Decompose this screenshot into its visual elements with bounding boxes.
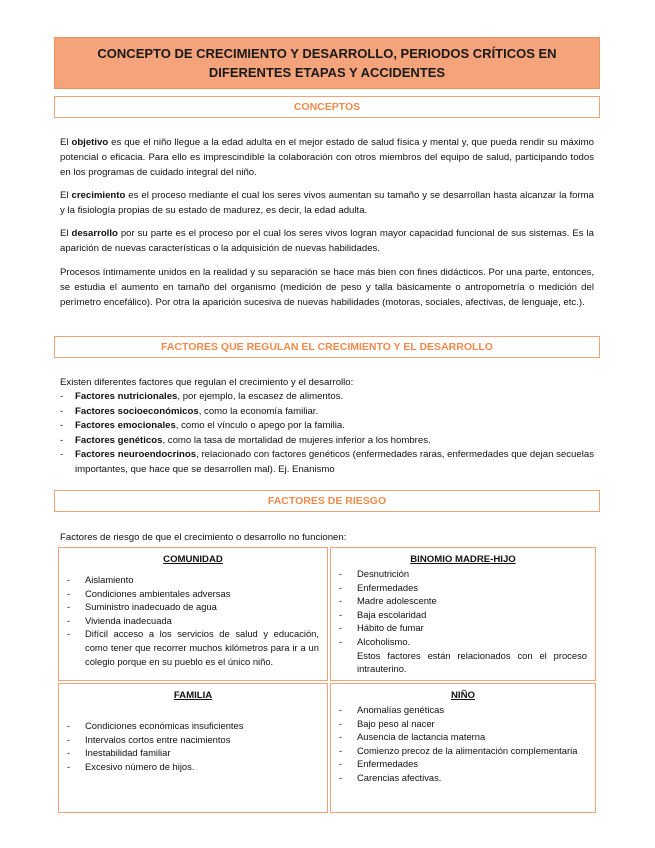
box-title-binomio: BINOMIO MADRE-HIJO bbox=[410, 554, 516, 565]
list-item: - Enfermedades bbox=[339, 581, 587, 595]
section-heading-riesgo: FACTORES DE RIESGO bbox=[54, 490, 600, 512]
factores-intro: Existen diferentes factores que regulan el crecimiento y el desarrollo: bbox=[60, 377, 354, 388]
list-item: - Ausencia de lactancia materna bbox=[339, 730, 587, 744]
list-item: - Carencias afectivas. bbox=[339, 771, 587, 785]
paragraph-desarrollo: El desarrollo por su parte es el proceso por el cual los seres vivos logran mayor capacidad funcional de sus sistemas. Es la aparición de nuevas características o la adquisición de nuevas habilidades. bbox=[60, 228, 595, 254]
list-item: - Baja escolaridad bbox=[339, 608, 587, 622]
list-item: - Condiciones ambientales adversas bbox=[67, 587, 319, 601]
list-item: - Factores genéticos, como la tasa de mortalidad de mujeres inferior a los hombres. bbox=[60, 434, 594, 449]
list-item: - Factores emocionales, como el vínculo o apego por la familia. bbox=[60, 419, 594, 434]
section-heading-factores: FACTORES QUE REGULAN EL CRECIMIENTO Y EL DESARROLLO bbox=[54, 336, 600, 358]
box-title-nino: NIÑO bbox=[451, 690, 475, 701]
box-nino bbox=[330, 683, 596, 813]
list-item: - Suministro inadecuado de agua bbox=[67, 600, 319, 614]
list-item: - Factores nutricionales, por ejemplo, la escasez de alimentos. bbox=[60, 390, 594, 405]
list-item: - Factores neuroendocrinos, relacionado con factores genéticos (enfermedades raras, enfermedades que dejan secuelas importantes, que hace que se desarrollen mal). Ej. Enanismo bbox=[60, 448, 594, 477]
list-item: - Aislamiento bbox=[67, 573, 319, 587]
term-crecimiento: crecimiento bbox=[71, 190, 126, 201]
section-heading-conceptos: CONCEPTOS bbox=[54, 96, 600, 118]
term-desarrollo: desarrollo bbox=[71, 228, 118, 239]
box-binomio-madre-hijo bbox=[330, 547, 596, 681]
list-item: - Hábito de fumar bbox=[339, 621, 587, 635]
box-comunidad bbox=[58, 547, 328, 681]
list-item: - Madre adolescente bbox=[339, 594, 587, 608]
list-item: - Alcoholismo. bbox=[339, 635, 587, 649]
list-item: - Desnutrición bbox=[339, 567, 587, 581]
list-item: - Factores socioeconómicos, como la economía familiar. bbox=[60, 405, 594, 420]
list-item: - Difícil acceso a los servicios de salud y educación, como tener que recorrer muchos kilómetros para ir a un colegio porque en su pueblo es el único niño. bbox=[67, 627, 319, 668]
list-item: - Intervalos cortos entre nacimientos bbox=[67, 733, 319, 747]
list-item: - Bajo peso al nacer bbox=[339, 717, 587, 731]
list-item: - Anomalías genéticas bbox=[339, 703, 587, 717]
factores-list bbox=[60, 390, 594, 477]
term-objetivo: objetivo bbox=[71, 137, 109, 148]
box-title-comunidad: COMUNIDAD bbox=[163, 554, 223, 565]
document-title: CONCEPTO DE CRECIMIENTO Y DESARROLLO, PERIODOS CRÍTICOS EN DIFERENTES ETAPAS Y ACCIDENTES bbox=[54, 37, 600, 89]
list-item: - Condiciones económicas insuficientes bbox=[67, 719, 319, 733]
box-familia bbox=[58, 683, 328, 813]
list-item: - Vivienda inadecuada bbox=[67, 614, 319, 628]
paragraph-crecimiento: El crecimiento es el proceso mediante el cual los seres vivos aumentan su tamaño y se desarrollan hasta alcanzar la forma y la fisiología propias de su estado de madurez, es decir, la edad adulta. bbox=[60, 190, 595, 216]
riesgo-intro: Factores de riesgo de que el crecimiento o desarrollo no funcionen: bbox=[60, 532, 347, 543]
binomio-note: Estos factores están relacionados con el proceso intrauterino. bbox=[357, 649, 587, 675]
list-item: - Excesivo número de hijos. bbox=[67, 760, 319, 774]
list-item: - Comienzo precoz de la alimentación complementaria bbox=[339, 744, 587, 758]
list-item: - Enfermedades bbox=[339, 757, 587, 771]
box-title-familia: FAMILIA bbox=[173, 690, 213, 701]
paragraph-objetivo: El objetivo es que el niño llegue a la edad adulta en el mejor estado de salud física y mental y, que pueda rendir su máximo potencial o eficacia. Para ello es imprescindible la colaboración con otros miembros del equipo de salud, participando todos en los programas de cuidado integral del niño. bbox=[60, 137, 594, 178]
list-item: - Inestabilidad familiar bbox=[67, 746, 319, 760]
paragraph-procesos: Procesos íntimamente unidos en la realidad y su separación se hace más bien con fines didácticos. Por una parte, entonces, se estudia el aumento en tamaño del organismo (medición de peso y talla básicamente o antropometría o medición del perímetro encefálico). Por otra la aparición sucesiva de nuevas habilidades (motoras, sociales, afectivas, de lenguaje, etc.). bbox=[60, 267, 594, 308]
